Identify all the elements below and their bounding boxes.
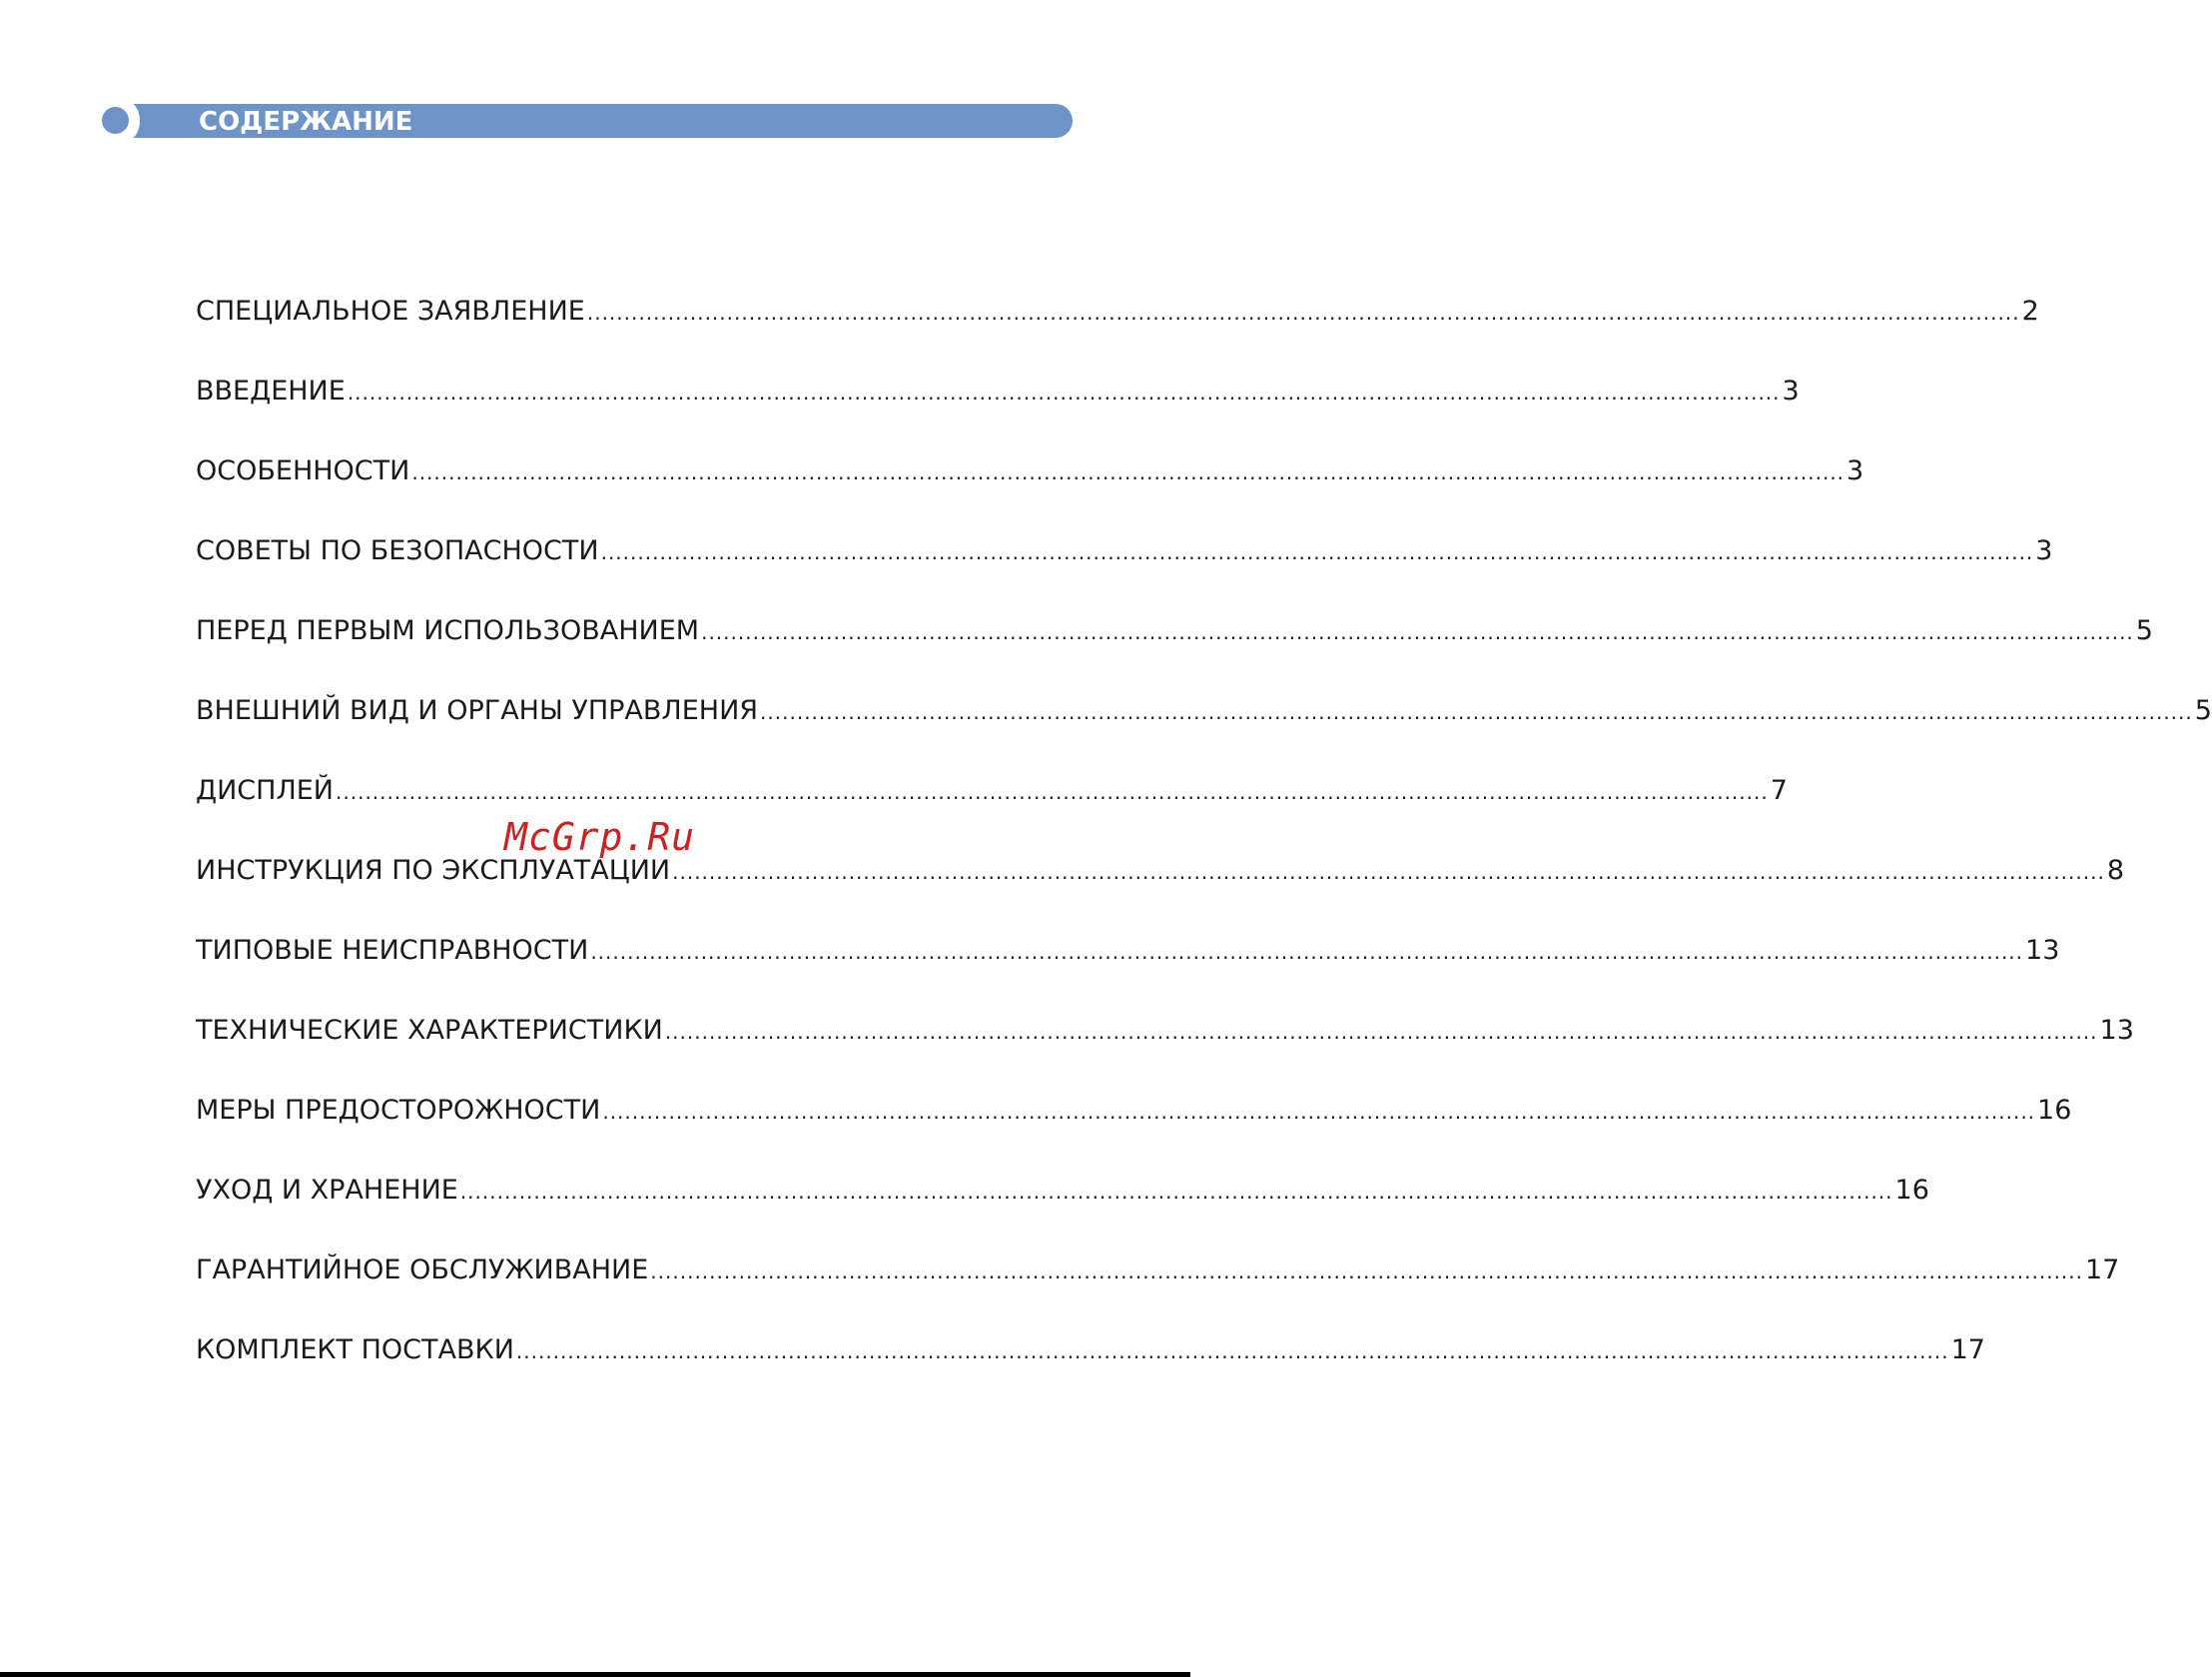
toc-entry-page: 8 [2106, 855, 2125, 886]
toc-entry[interactable] [196, 1334, 1985, 1414]
toc-entry[interactable] [196, 1255, 2120, 1334]
toc-leader-dots: ................................................................................................................................................................................................... [672, 860, 2105, 884]
toc-entry-title: ОСОБЕННОСТИ [196, 455, 410, 486]
toc-entry-title: СПЕЦИАЛЬНОЕ ЗАЯВЛЕНИЕ [196, 296, 585, 327]
toc-entry[interactable] [196, 296, 2039, 376]
toc-entry[interactable] [196, 695, 2212, 775]
toc-entry-title: ДИСПЛЕЙ [196, 775, 335, 806]
toc-entry-page: 13 [2099, 1015, 2134, 1046]
toc-leader-dots: ................................................................................................................................................................................................... [650, 1259, 2083, 1283]
page-title: СОДЕРЖАНИЕ [199, 107, 413, 137]
toc-entry-title: ВНЕШНИЙ ВИД И ОРГАНЫ УПРАВЛЕНИЯ [196, 695, 759, 726]
toc-entry[interactable] [196, 455, 1864, 535]
toc-entry-title: СОВЕТЫ ПО БЕЗОПАСНОСТИ [196, 535, 599, 566]
toc-entry[interactable] [196, 376, 1800, 455]
toc-leader-dots: ................................................................................................................................................................................................... [602, 1100, 2036, 1124]
toc-entry-title: ТИПОВЫЕ НЕИСПРАВНОСТИ [196, 935, 589, 966]
toc-entry[interactable] [196, 535, 2053, 615]
toc-entry-page: 7 [1770, 775, 1788, 806]
toc-entry-title: ИНСТРУКЦИЯ ПО ЭКСПЛУАТАЦИИ [196, 855, 671, 886]
toc-leader-dots: ................................................................................................................................................................................................... [600, 540, 2034, 564]
toc-entry[interactable] [196, 935, 2060, 1015]
watermark-text: McGrp.Ru [504, 815, 696, 859]
toc-entry-page: 3 [1846, 455, 1864, 486]
toc-entry[interactable] [196, 1015, 2134, 1095]
toc-leader-dots: ................................................................................................................................................................................................... [590, 940, 2024, 964]
toc-entry-page: 17 [2085, 1255, 2120, 1285]
toc-leader-dots: ................................................................................................................................................................................................... [701, 620, 2134, 644]
toc-entry-title: КОМПЛЕКТ ПОСТАВКИ [196, 1334, 514, 1365]
toc-entry-title: УХОД И ХРАНЕНИЕ [196, 1175, 458, 1206]
toc-leader-dots: ................................................................................................................................................................................................... [411, 460, 1845, 484]
toc-leader-dots: ................................................................................................................................................................................................... [515, 1339, 1949, 1363]
toc-entry-page: 16 [1894, 1175, 1929, 1206]
bottom-border-line [0, 1672, 1190, 1677]
toc-entry-page: 5 [2194, 695, 2212, 726]
toc-entry-page: 3 [1782, 376, 1800, 407]
toc-entry-title: ПЕРЕД ПЕРВЫМ ИСПОЛЬЗОВАНИЕМ [196, 615, 700, 646]
toc-leader-dots: ................................................................................................................................................................................................... [336, 780, 1769, 804]
toc-entry[interactable] [196, 615, 2153, 695]
toc-entry-title: ГАРАНТИЙНОЕ ОБСЛУЖИВАНИЕ [196, 1255, 649, 1285]
toc-entry-title: ТЕХНИЧЕСКИЕ ХАРАКТЕРИСТИКИ [196, 1015, 663, 1046]
toc-leader-dots: ................................................................................................................................................................................................... [760, 700, 2193, 724]
toc-entry-page: 17 [1950, 1334, 1985, 1365]
toc-entry-page: 16 [2037, 1095, 2072, 1126]
toc-entry-page: 13 [2025, 935, 2060, 966]
toc-entry[interactable] [196, 1175, 1929, 1255]
toc-entry-title: МЕРЫ ПРЕДОСТОРОЖНОСТИ [196, 1095, 601, 1126]
section-header [100, 104, 1073, 138]
toc-leader-dots: ................................................................................................................................................................................................... [664, 1020, 2098, 1044]
toc-entry[interactable] [196, 1095, 2072, 1175]
toc-entry-page: 5 [2135, 615, 2153, 646]
toc-entry-page: 2 [2021, 296, 2039, 327]
toc-entry[interactable] [196, 855, 2125, 935]
toc-leader-dots: ................................................................................................................................................................................................... [586, 301, 2020, 325]
toc-entry-title: ВВЕДЕНИЕ [196, 376, 346, 407]
toc-leader-dots: ................................................................................................................................................................................................... [347, 381, 1781, 405]
header-bullet-icon [102, 107, 129, 134]
toc-entry-page: 3 [2035, 535, 2053, 566]
toc-leader-dots: ................................................................................................................................................................................................... [459, 1180, 1893, 1204]
